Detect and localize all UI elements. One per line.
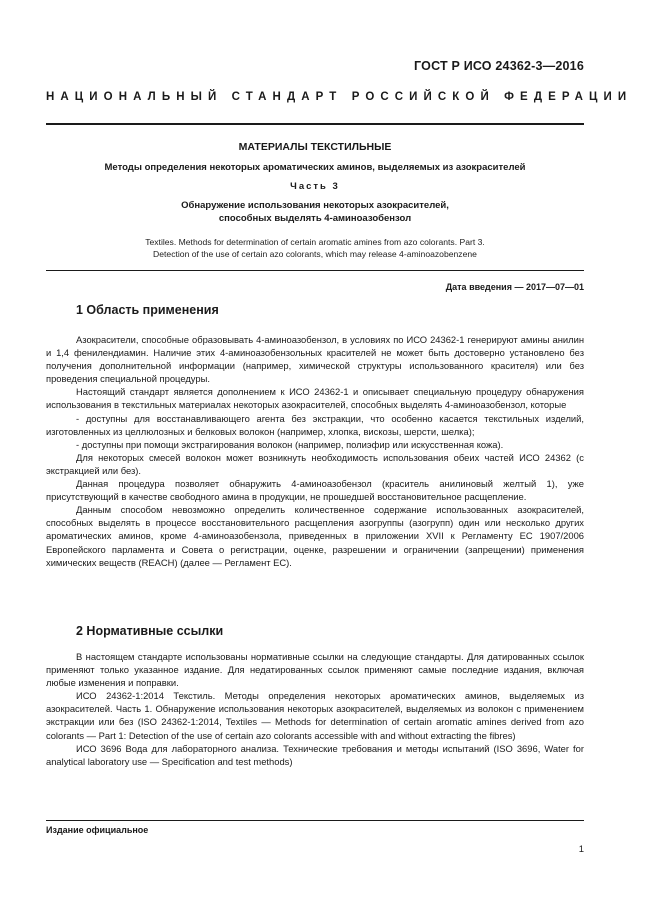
document-subtitle: Методы определения некоторых ароматических аминов, выделяемых из азокрасителей <box>104 162 526 173</box>
english-title-line-2: Detection of the use of certain azo colorants, which may release 4-aminoazobenzene <box>153 249 477 259</box>
part-name-line-2: способных выделять 4-аминоазобензол <box>218 212 412 224</box>
national-standard-banner: НАЦИОНАЛЬНЫЙ СТАНДАРТ РОССИЙСКОЙ ФЕДЕРАЦИИ <box>46 91 633 103</box>
list-item: - доступны для восстанавливающего агента без экстракции, что особенно касается текстильных изделий, изготовленных из целлюлозных и белковых волокон (например, хлопка, вискозы, шерсти, шелка); <box>46 412 584 437</box>
english-title <box>46 236 584 260</box>
paragraph: Данная процедура позволяет обнаружить 4-аминоазобензол (краситель анилиновый желтый 1), уже присутствующий в качестве свободного амина в продукции, не прошедшей восстановительное расщепление. <box>46 478 584 503</box>
title-divider <box>46 270 584 271</box>
section-1-heading: 1 Область применения <box>76 303 219 317</box>
part-name-line-1: Обнаружение использования некоторых азокрасителей, <box>181 200 449 211</box>
part-name <box>46 200 584 225</box>
english-title-line-1: Textiles. Methods for determination of certain aromatic amines from azo colorants. Part 3. <box>145 237 485 247</box>
paragraph: Данным способом невозможно определить количественное содержание использованных азокрасителей, способных выделять в процессе восстановительного расщепления азогруппы (азогрупп) один или несколько других ароматических аминов, кроме 4-аминоазобензола, приведенных в приложении XVII к Регламенту ЕС 1907/2006 Европейского парламента и Совета о регистрации, оценке, разрешении и ограничении (запрещении) применения химических веществ (REACH) (далее — Регламент ЕС). <box>46 504 584 568</box>
introduction-date: Дата введения — 2017—07—01 <box>445 282 584 292</box>
part-label: Часть 3 <box>290 181 340 192</box>
paragraph: Для некоторых смесей волокон может возникнуть необходимость использования обеих частей ИСО 24362 (с экстракцией или без). <box>46 451 584 476</box>
paragraph: Настоящий стандарт является дополнением к ИСО 24362-1 и описывает специальную процедуру обнаружения использования в текстильных материалах некоторых азокрасителей, способных выделять 4-аминоазобензол, которые <box>46 386 584 411</box>
standard-number: ГОСТ Р ИСО 24362-3—2016 <box>414 59 584 73</box>
reference-item: ИСО 3696 Вода для лабораторного анализа. Технические требования и методы испытаний (ISO 3696, Water for analytical laboratory use — Specification and test methods) <box>46 742 584 767</box>
reference-item: ИСО 24362-1:2014 Текстиль. Методы определения некоторых ароматических аминов, выделяемых из азокрасителей. Часть 1. Обнаружение использования некоторых азокрасителей, выделяемых из волокон с применением экстракции или без (ISO 24362-1:2014, Textiles — Methods for determination of certain aromatic amines derived from azo colorants — Part 1: Detection of the use of certain azo colorants accessible with and without extracting the fibres) <box>46 690 584 741</box>
section-1-body <box>46 333 584 569</box>
section-2-heading: 2 Нормативные ссылки <box>76 624 224 638</box>
list-item: - доступны при помощи экстрагирования волокон (например, полиэфир или искусственная кожа). <box>76 438 504 450</box>
section-2-body <box>46 650 584 768</box>
page-number: 1 <box>578 844 584 855</box>
document-title: МАТЕРИАЛЫ ТЕКСТИЛЬНЫЕ <box>238 141 392 153</box>
header-divider <box>46 123 584 125</box>
paragraph: Азокрасители, способные образовывать 4-аминоазобензол, в условиях по ИСО 24362-1 генерируют амины анилин и 1,4 фенилендиамин. Наличие этих 4-аминоазобензольных красителей не может быть достоверно установлено без получения дополнительной информации (например, химической структуры использованного красителя) или без проведения специальной процедуры. <box>46 334 584 385</box>
official-edition-label: Издание официальное <box>46 825 149 835</box>
footer-divider <box>46 820 584 821</box>
paragraph: В настоящем стандарте использованы нормативные ссылки на следующие стандарты. Для датированных ссылок применяют только указанное издание. Для недатированных ссылок применяют самые последние издания, включая любые изменения и поправки. <box>46 651 584 689</box>
